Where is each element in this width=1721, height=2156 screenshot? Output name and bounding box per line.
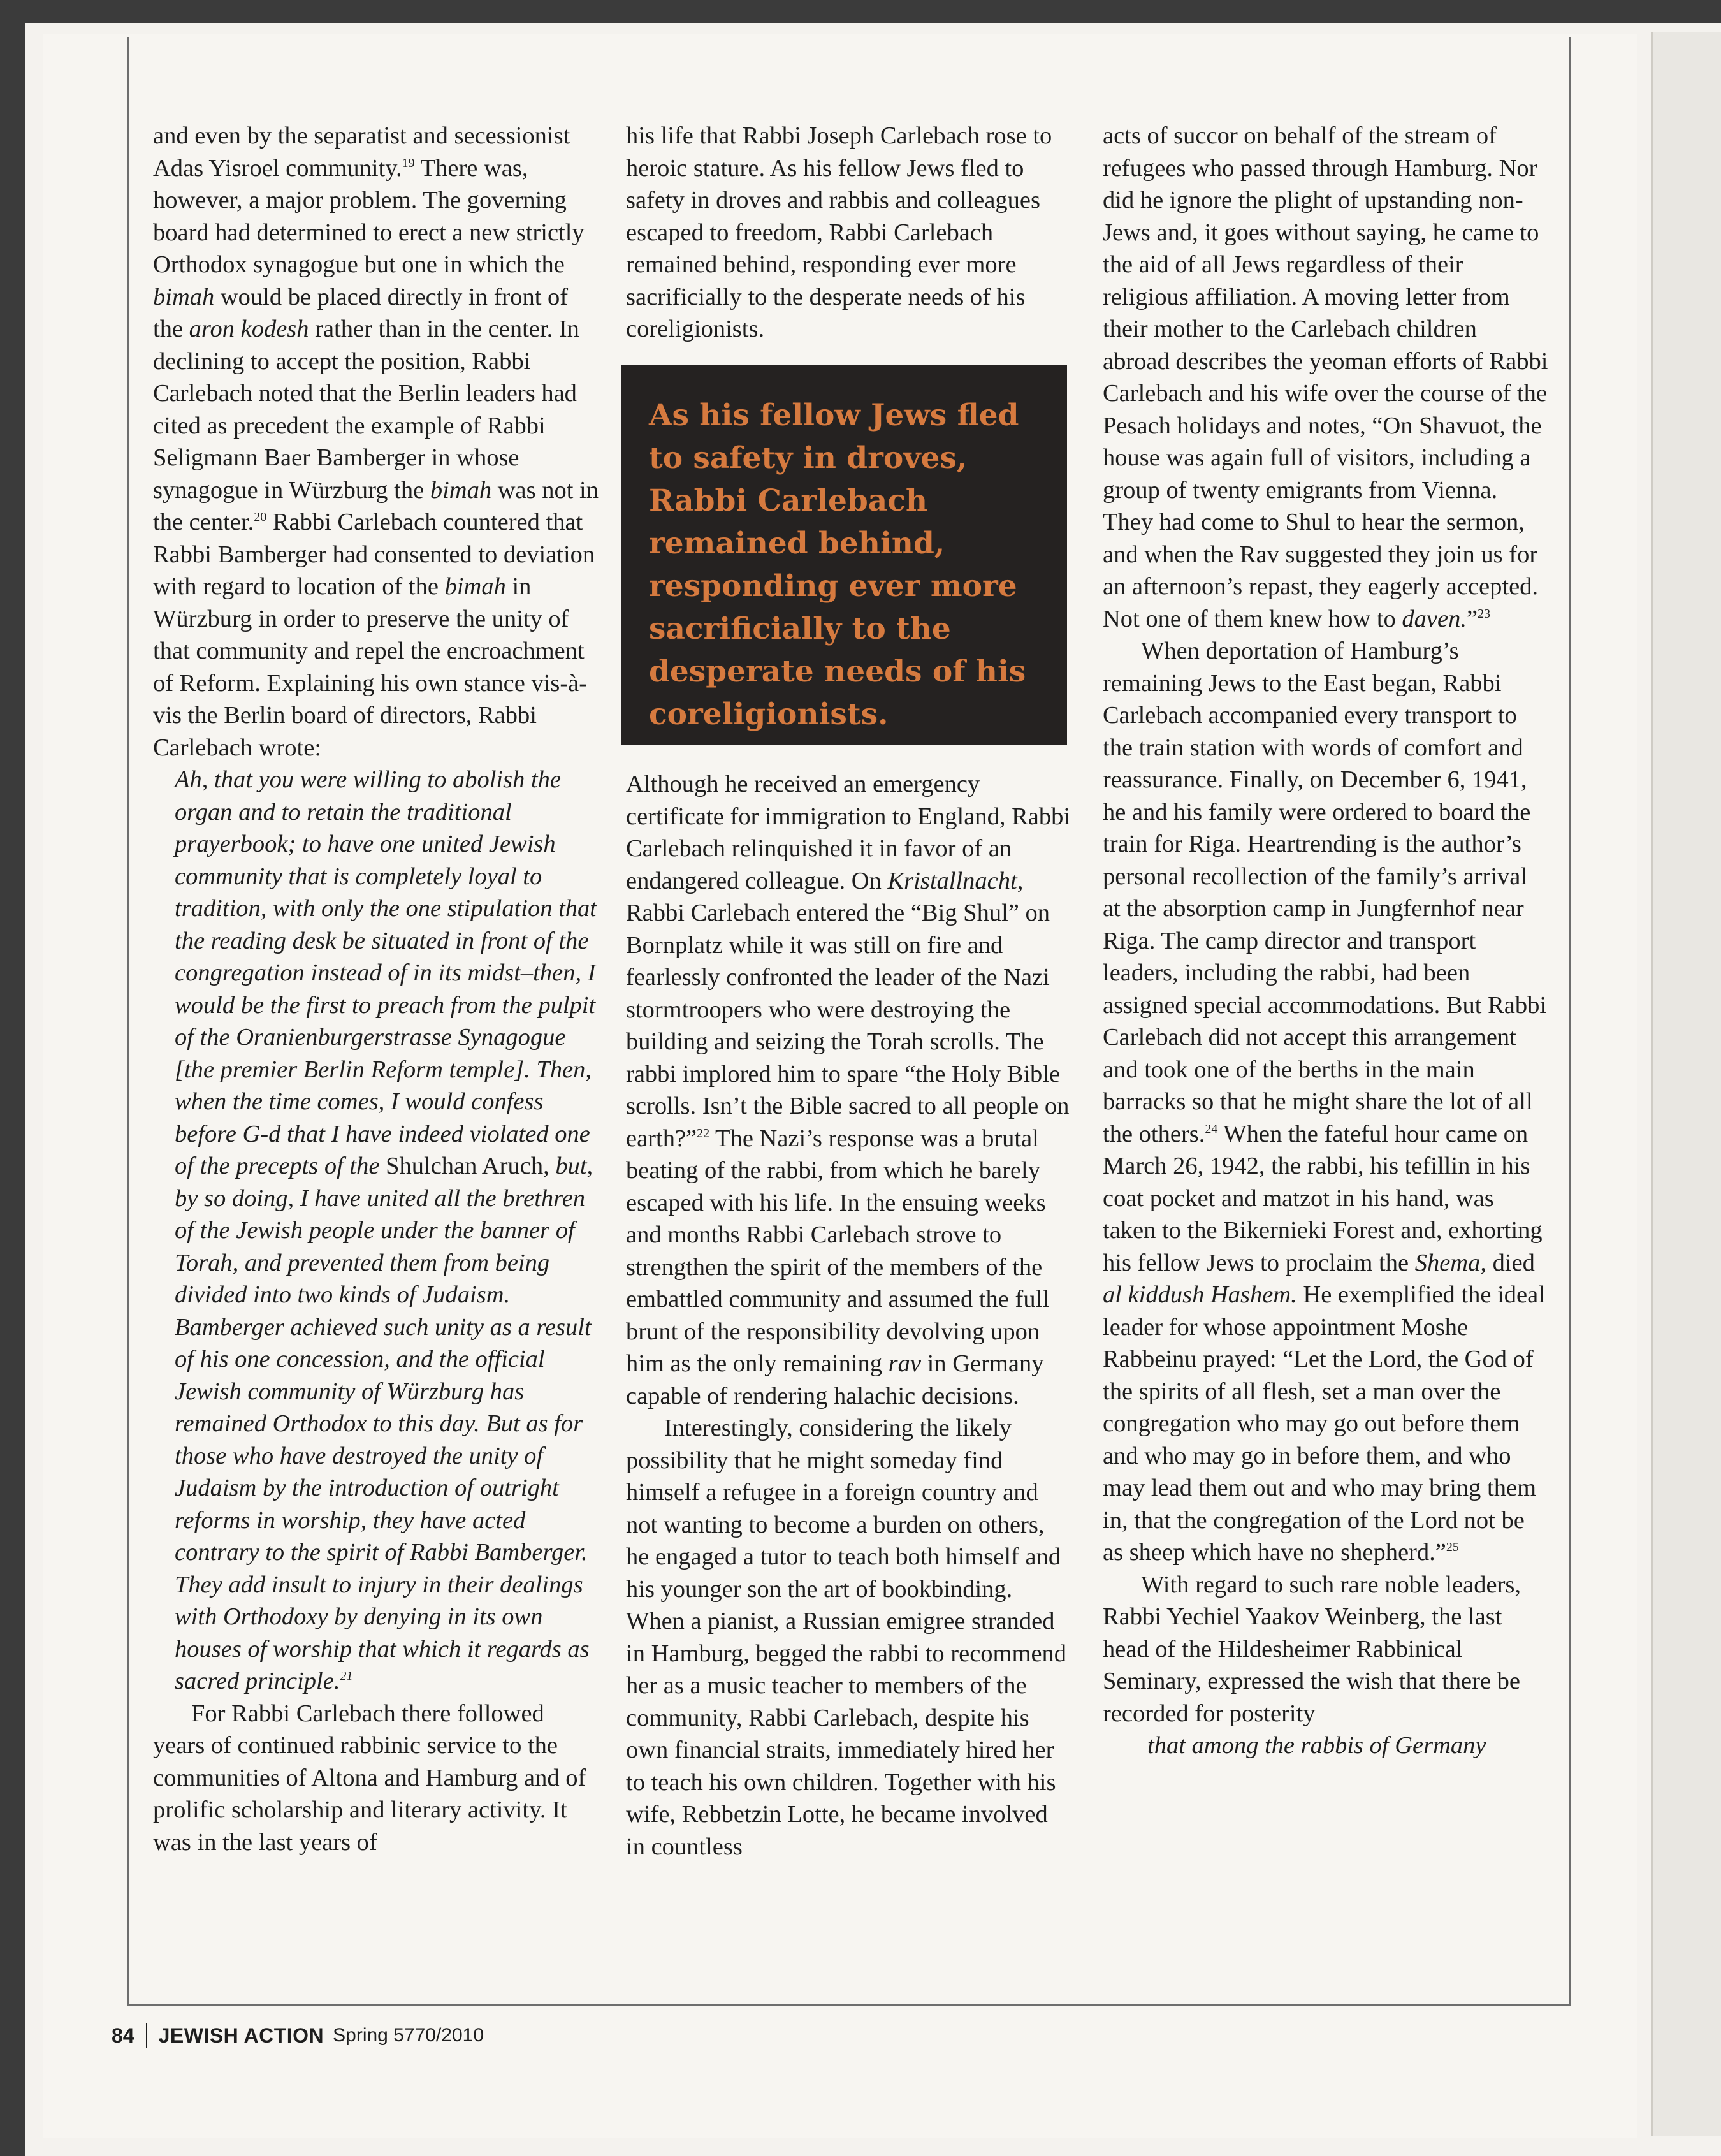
text-run: and even by the separatist and secessionist Adas Yisroel community.	[153, 122, 570, 182]
block-quote: that among the rabbis of Germany	[1147, 1732, 1486, 1759]
text-run: Rabbi Carlebach entered the “Big Shul” on Bornplatz while it was still on fire and fearlessly confronted the leader of the Nazi stormtroopers who were destroying the building and seizing the Torah scrolls. The rabbi implored him to spare “the Holy Bible scrolls. Isn’t the Bible sacred to all people on earth?”	[626, 900, 1070, 1152]
italic-term: al kiddush Hashem.	[1103, 1281, 1297, 1308]
pull-quote-text: As his fellow Jews fled to safety in droves, Rabbi Carlebach remained behind, responding ever more sacrificially to the desperate needs of his coreligionists.	[649, 398, 1026, 732]
page-number: 84	[112, 2023, 134, 2047]
issue-date: Spring 5770/2010	[333, 2025, 484, 2046]
text-run: He exemplified the ideal leader for whose appointment Moshe Rabbeinu prayed: “Let the Lord, the God of the spirits of all flesh, set a man over the congregation who may go out before them and who may go in before them, and who may lead them out and who may bring them in, that the congregation of the Lord not be as sheep which have no shepherd.”	[1103, 1281, 1545, 1566]
left-margin-rule	[127, 37, 129, 2004]
text-run: When the fateful hour came on March 26, 1942, the rabbi, his tefillin in his coat pocket and matzot in his hand, was taken to the Bikernieki Forest and, exhorting his fellow Jews to proclaim the	[1103, 1120, 1543, 1276]
paragraph	[153, 120, 599, 764]
text-run: The Nazi’s response was a brutal beating of the rabbi, from which he barely escaped with his life. In the ensuing weeks and months Rabbi Carlebach strove to strengthen the spirit of the members of the embattled community and assumed the full brunt of the responsibility devolving upon him as the only remaining	[626, 1125, 1049, 1377]
paragraph	[1103, 120, 1549, 635]
italic-term: bimah	[153, 283, 215, 310]
footnote-marker: 23	[1478, 606, 1491, 621]
text-run: Although he received an emergency certificate for immigration to England, Rabbi Carlebach relinquished it in favor of an endangered colleague. On	[626, 771, 1071, 894]
italic-term: Shema,	[1414, 1249, 1486, 1276]
page-footer	[112, 2023, 484, 2048]
paragraph: With regard to such rare noble leaders, Rabbi Yechiel Yaakov Weinberg, the last head of the Hildesheimer Rabbinical Seminary, expressed the wish that there be recorded for posterity	[1103, 1571, 1521, 1727]
footnote-marker: 21	[340, 1669, 353, 1684]
paragraph: For Rabbi Carlebach there followed years of continued rabbinic service to the communities of Altona and Hamburg and of prolific scholarship and literary activity. It was in the last years of	[153, 1700, 586, 1856]
block-quote	[153, 764, 599, 1698]
italic-term: daven.	[1402, 605, 1467, 632]
text-run: was not in the center.	[153, 476, 599, 535]
paragraph	[626, 768, 1072, 1412]
right-margin-rule	[1569, 37, 1571, 2004]
article-column-3	[1103, 120, 1549, 1762]
footnote-marker: 25	[1446, 1540, 1459, 1555]
text-run: in Germany capable of rendering halachic decisions.	[626, 1350, 1044, 1409]
italic-term: bimah	[444, 573, 506, 600]
text-run: acts of succor on behalf of the stream of refugees who passed through Hamburg. Nor did he ignore the plight of upstanding non-Jews and, it goes without saying, he came to the aid of all Jews regardless of their religious affiliation. A moving letter from their mother to the Carlebach children abroad describes the yeoman efforts of Rabbi Carlebach and his wife over the course of the Pesach holidays and notes, “On Shavuot, the house was again full of visitors, including a group of twenty emigrants from Vienna. They had come to Shul to hear the sermon, and when the Rav suggested they join us for an afternoon’s repast, they eagerly accepted. Not one of them knew how to	[1103, 122, 1548, 632]
italic-term: rav	[888, 1350, 921, 1377]
roman-term: Shulchan Aruch,	[386, 1153, 549, 1179]
paragraph: Interestingly, considering the likely possibility that he might someday find himself a refugee in a foreign country and not wanting to become a burden on others, he engaged a tutor to teach both himself and his younger son the art of bookbinding. When a pianist, a Russian emigree stranded in Hamburg, begged the rabbi to recommend her as a music teacher to members of the community, Rabbi Carlebach, despite his own financial straits, immediately hired her to teach his own children. Together with his wife, Rebbetzin Lotte, he became involved in countless	[626, 1415, 1067, 1860]
text-run: rather than in the center. In declining to accept the position, Rabbi Carlebach noted that the Berlin leaders had cited as precedent the example of Rabbi Seligmann Baer Bamberger in whose synagogue in Würzburg the	[153, 316, 579, 504]
paragraph: his life that Rabbi Joseph Carlebach rose to heroic stature. As his fellow Jews fled to safety in droves and rabbis and colleagues escaped to freedom, Rabbi Carlebach remained behind, responding ever more sacrificially to the desperate needs of his coreligionists.	[626, 122, 1052, 342]
italic-term: Kristallnacht,	[887, 867, 1024, 894]
text-run: Rabbi Carlebach countered that Rabbi Bamberger had consented to deviation with regard to location of the	[153, 509, 595, 600]
text-run: There was, however, a major problem. The governing board had determined to erect a new strictly Orthodox synagogue but one in which the	[153, 154, 585, 278]
text-run: When deportation of Hamburg’s remaining Jews to the East began, Rabbi Carlebach accompanied every transport to the train station with words of comfort and reassurance. Finally, on December 6, 1941, he and his family were ordered to board the train for Riga. Heartrending is the author’s personal recollection of the family’s arrival at the absorption camp in Jungfernhof near Riga. The camp director and transport leaders, including the rabbi, had been assigned special accommodations. But Rabbi Carlebach did not accept this arrangement and took one of the berths in the main barracks so that he might share the lot of all the others.	[1103, 637, 1547, 1147]
text-run: died	[1486, 1249, 1535, 1276]
text-run: would be placed directly in front of the	[153, 283, 569, 342]
text-run: in Würzburg in order to preserve the unity of that community and repel the encroachment of Reform. Explaining his own stance vis-à-vis the Berlin board of directors, Rabbi Carlebach wrote:	[153, 573, 588, 761]
article-column-1	[153, 120, 599, 1858]
text-run: but, by so doing, I have united all the brethren of the Jewish people under the banner of Torah, and prevented them from being divided into two kinds of Judaism. Bamberger achieved such unity as a result of his one concession, and the official Jewish community of Würzburg has remained Orthodox to this day. But as for those who have destroyed the unity of Judaism by the introduction of outright reforms in worship, they have acted contrary to the spirit of Rabbi Bamberger. They add insult to injury in their dealings with Orthodoxy by denying in its own houses of worship that which it regards as sacred principle.	[175, 1153, 593, 1694]
text-run: ”	[1466, 605, 1478, 632]
article-column-2	[626, 120, 1072, 346]
magazine-title: JEWISH ACTION	[158, 2023, 324, 2047]
footer-divider	[146, 2023, 147, 2048]
italic-term: aron kodesh	[189, 316, 309, 342]
paragraph	[1103, 635, 1549, 1569]
footnote-marker: 24	[1205, 1121, 1218, 1136]
text-run: Ah, that you were willing to abolish the organ and to retain the traditional prayerbook; to have one united Jewish community that is completely loyal to tradition, with only the one stipulation that the reading desk be situated in front of the congregation instead of in its midst–then, I would be the first to preach from the pulpit of the Oranienburgerstrasse Synagogue [the premier Berlin Reform temple]. Then, when the time comes, I would confess before G-d that I have indeed violated one of the precepts of the	[175, 766, 597, 1179]
italic-term: bimah	[430, 476, 492, 504]
footnote-marker: 19	[402, 156, 415, 170]
footnote-marker: 22	[697, 1126, 710, 1140]
article-column-2-lower	[626, 768, 1072, 1863]
facing-page-edge	[1651, 32, 1721, 2136]
bottom-margin-rule	[127, 2004, 1571, 2006]
footnote-marker: 20	[254, 510, 267, 525]
